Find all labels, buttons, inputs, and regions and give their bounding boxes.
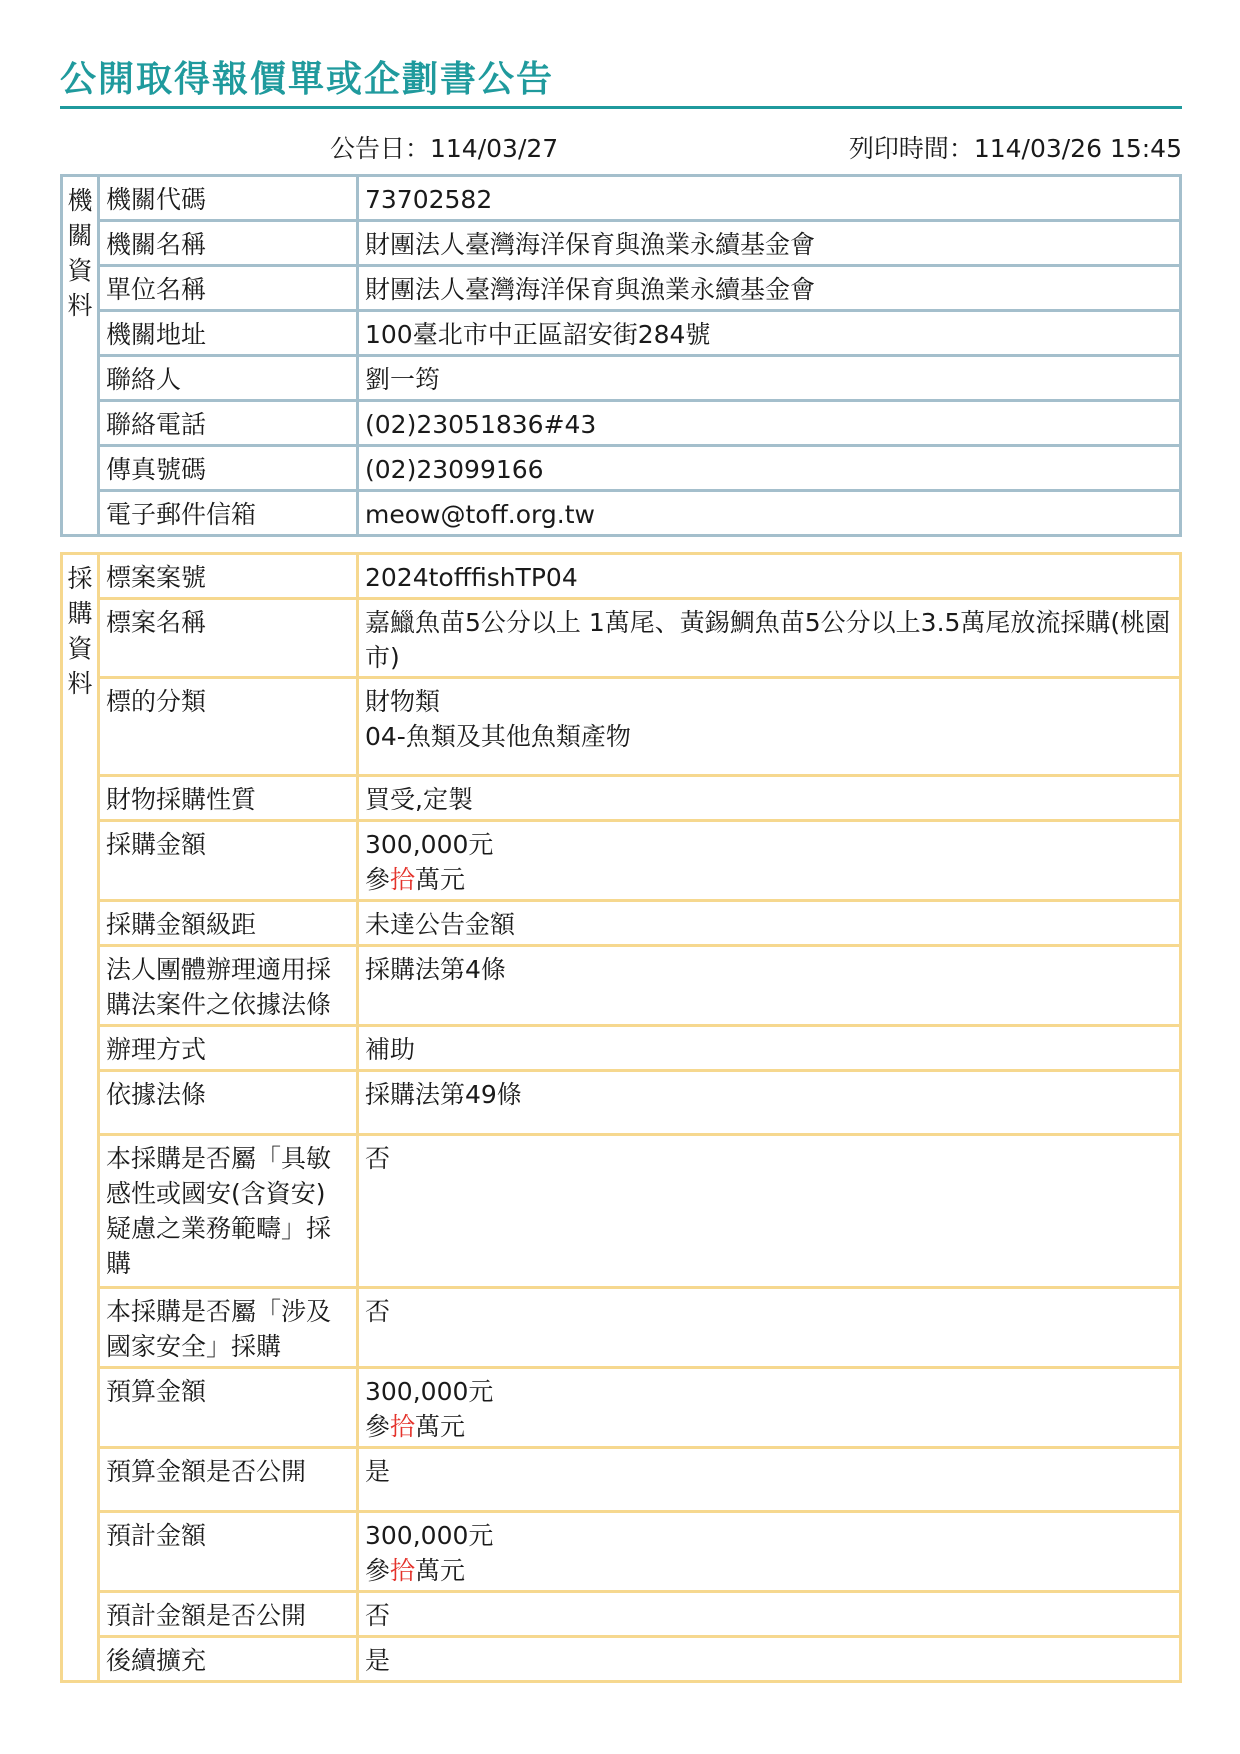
title-underline xyxy=(60,106,1182,109)
table-row xyxy=(62,401,1181,446)
procurement-section-label: 採購資料 xyxy=(62,554,99,1682)
field-label: 後續擴充 xyxy=(99,1637,358,1682)
budget-chinese xyxy=(365,1409,1173,1444)
field-label: 辦理方式 xyxy=(99,1026,358,1071)
estimate-cn-highlight: 拾 xyxy=(390,1556,416,1585)
page-title: 公開取得報價單或企劃書公告 xyxy=(60,59,555,100)
table-row xyxy=(62,821,1181,901)
field-label: 機關地址 xyxy=(99,311,358,356)
field-label: 預計金額 xyxy=(99,1512,358,1592)
field-label: 採購金額 xyxy=(99,821,358,901)
field-value: 財團法人臺灣海洋保育與漁業永續基金會 xyxy=(358,221,1181,266)
email-value[interactable]: meow@toff.org.tw xyxy=(358,491,1181,536)
amount-chinese xyxy=(365,862,1173,897)
field-label: 機關代碼 xyxy=(99,176,358,221)
field-label: 預算金額 xyxy=(99,1368,358,1448)
field-value: 採購法第49條 xyxy=(358,1071,1181,1135)
field-value: 採購法第4條 xyxy=(358,946,1181,1026)
table-row xyxy=(62,311,1181,356)
amount-number: 300,000元 xyxy=(365,830,494,859)
estimate-number: 300,000元 xyxy=(365,1521,494,1550)
field-label: 標案案號 xyxy=(99,554,358,599)
field-value xyxy=(358,678,1181,776)
amount-cn-part: 萬元 xyxy=(415,865,466,894)
field-label: 電子郵件信箱 xyxy=(99,491,358,536)
field-value: 否 xyxy=(358,1288,1181,1368)
agency-info-table xyxy=(60,174,1182,537)
field-value: 是 xyxy=(358,1448,1181,1512)
amount-cn-highlight: 拾 xyxy=(390,865,416,894)
table-row xyxy=(62,1592,1181,1637)
budget-cn-part: 萬元 xyxy=(415,1412,466,1441)
field-label: 本採購是否屬「涉及國家安全」採購 xyxy=(99,1288,358,1368)
field-value: 補助 xyxy=(358,1026,1181,1071)
field-label: 單位名稱 xyxy=(99,266,358,311)
field-value: 劉一筠 xyxy=(358,356,1181,401)
field-label: 依據法條 xyxy=(99,1071,358,1135)
field-value xyxy=(358,1512,1181,1592)
table-row xyxy=(62,599,1181,678)
table-row xyxy=(62,1026,1181,1071)
table-row xyxy=(62,1288,1181,1368)
table-row xyxy=(62,446,1181,491)
table-row xyxy=(62,176,1181,221)
budget-cn-highlight: 拾 xyxy=(390,1412,416,1441)
field-value xyxy=(358,821,1181,901)
table-row xyxy=(62,554,1181,599)
table-row xyxy=(62,678,1181,776)
field-label: 本採購是否屬「具敏感性或國安(含資安)疑慮之業務範疇」採購 xyxy=(99,1135,358,1288)
field-label: 法人團體辦理適用採購法案件之依據法條 xyxy=(99,946,358,1026)
table-row xyxy=(62,1512,1181,1592)
table-row xyxy=(62,901,1181,946)
estimate-cn-part: 萬元 xyxy=(415,1556,466,1585)
field-value: (02)23051836#43 xyxy=(358,401,1181,446)
field-label: 標案名稱 xyxy=(99,599,358,678)
print-time: 列印時間：114/03/26 15:45 xyxy=(848,134,1182,163)
field-label: 聯絡電話 xyxy=(99,401,358,446)
field-value: 2024tofffishTP04 xyxy=(358,554,1181,599)
field-value xyxy=(358,1368,1181,1448)
table-row xyxy=(62,1135,1181,1288)
procurement-info-table xyxy=(60,552,1182,1683)
table-row xyxy=(62,266,1181,311)
table-row xyxy=(62,1448,1181,1512)
field-value: 財團法人臺灣海洋保育與漁業永續基金會 xyxy=(358,266,1181,311)
announce-date: 公告日：114/03/27 xyxy=(330,134,559,163)
field-label: 財物採購性質 xyxy=(99,776,358,821)
category-code: 04-魚類及其他魚類產物 xyxy=(365,722,631,751)
field-label: 採購金額級距 xyxy=(99,901,358,946)
category-type: 財物類 xyxy=(365,687,441,716)
table-row xyxy=(62,491,1181,536)
table-row xyxy=(62,776,1181,821)
field-value: 嘉鱲魚苗5公分以上 1萬尾、黃錫鯛魚苗5公分以上3.5萬尾放流採購(桃園市) xyxy=(358,599,1181,678)
amount-cn-part: 參 xyxy=(365,865,391,894)
table-row xyxy=(62,946,1181,1026)
budget-cn-part: 參 xyxy=(365,1412,391,1441)
field-label: 標的分類 xyxy=(99,678,358,776)
field-value: 否 xyxy=(358,1135,1181,1288)
budget-number: 300,000元 xyxy=(365,1377,494,1406)
field-value: (02)23099166 xyxy=(358,446,1181,491)
field-value: 73702582 xyxy=(358,176,1181,221)
field-label: 傳真號碼 xyxy=(99,446,358,491)
agency-section-label: 機關資料 xyxy=(62,176,99,536)
field-label: 機關名稱 xyxy=(99,221,358,266)
table-row xyxy=(62,356,1181,401)
table-row xyxy=(62,1637,1181,1682)
field-label: 預算金額是否公開 xyxy=(99,1448,358,1512)
field-value: 未達公告金額 xyxy=(358,901,1181,946)
estimate-cn-part: 參 xyxy=(365,1556,391,1585)
field-value: 100臺北市中正區詔安街284號 xyxy=(358,311,1181,356)
field-value: 是 xyxy=(358,1637,1181,1682)
field-value: 否 xyxy=(358,1592,1181,1637)
table-row xyxy=(62,221,1181,266)
field-label: 聯絡人 xyxy=(99,356,358,401)
table-row xyxy=(62,1071,1181,1135)
field-value: 買受,定製 xyxy=(358,776,1181,821)
field-label: 預計金額是否公開 xyxy=(99,1592,358,1637)
estimate-chinese xyxy=(365,1553,1173,1588)
table-row xyxy=(62,1368,1181,1448)
